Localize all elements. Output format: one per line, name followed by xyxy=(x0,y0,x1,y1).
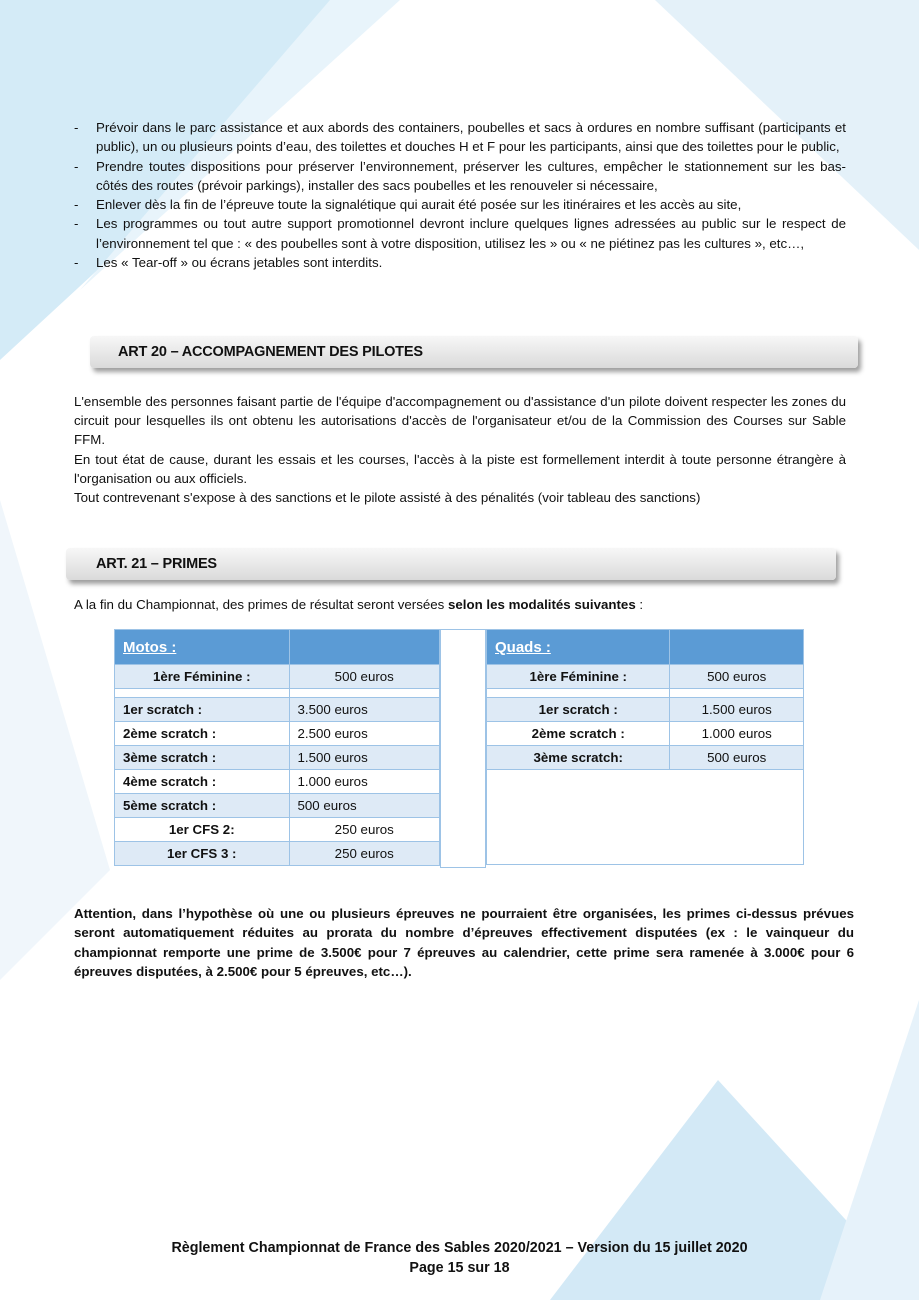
footer-document-title: Règlement Championnat de France des Sables 2020/2021 – Version du 15 juillet 2020 xyxy=(171,1240,748,1256)
table-row: 1er scratch : 3.500 euros xyxy=(115,698,440,722)
motos-title: Motos : xyxy=(123,638,177,656)
table-row: 1er CFS 3 : 250 euros xyxy=(115,842,440,866)
table-row: 5ème scratch : 500 euros xyxy=(115,794,440,818)
table-empty-area xyxy=(487,770,804,865)
table-row: 1ère Féminine : 500 euros xyxy=(115,665,440,689)
table-header-row xyxy=(115,630,440,665)
motos-prime-table xyxy=(114,629,440,866)
table-header-row xyxy=(487,630,804,665)
quads-title: Quads : xyxy=(495,638,551,656)
list-item: - Les « Tear-off » ou écrans jetables sont interdits. xyxy=(74,255,383,271)
table-row: 2ème scratch : 1.000 euros xyxy=(487,722,804,746)
art21-intro: A la fin du Championnat, des primes de résultat seront versées selon les modalités suivantes : xyxy=(74,597,644,612)
prime-warning-note: Attention, dans l’hypothèse où une ou plusieurs épreuves ne pourraient être organisées, les primes ci-dessus prévues seront automatiquement réduites au prorata du nombre d’épreuves effectivement disputées (ex : le vainqueur du championnat remporte une prime de 3.500€ pour 7 épreuves au calendrier, cette prime sera ramenée à 3.000€ pour 6 épreuves disputées, à 2.500€ pour 5 épreuves, etc…). xyxy=(74,906,854,979)
environment-bullet-list xyxy=(74,118,846,272)
art20-paragraph: En tout état de cause, durant les essais et les courses, l'accès à la piste est formellement interdit à toute personne étrangère à l'organisation ou aux officiels. xyxy=(74,451,846,486)
table-row: 2ème scratch : 2.500 euros xyxy=(115,722,440,746)
footer-page-number: Page 15 sur 18 xyxy=(409,1260,510,1276)
art20-body xyxy=(74,392,846,507)
list-item: - Prendre toutes dispositions pour préserver l’environnement, préserver les cultures, empêcher le stationnement sur les bas-côtés des routes (prévoir parkings), installer des sacs poubelles et les renouveler si nécessaire, xyxy=(74,158,846,193)
page-footer xyxy=(0,1238,919,1278)
art21-heading xyxy=(66,548,836,580)
art20-paragraph: Tout contrevenant s'expose à des sanctions et le pilote assisté à des pénalités (voir tableau des sanctions) xyxy=(74,490,701,506)
table-row: 3ème scratch : 1.500 euros xyxy=(115,746,440,770)
art21-title: ART. 21 – PRIMES xyxy=(96,556,217,572)
quads-prime-table xyxy=(486,629,804,865)
table-row: 1ère Féminine : 500 euros xyxy=(487,665,804,689)
table-row: 4ème scratch : 1.000 euros xyxy=(115,770,440,794)
list-item: - Prévoir dans le parc assistance et aux abords des containers, poubelles et sacs à ordures en nombre suffisant (participants et public), un ou plusieurs points d’eau, des toilettes et douches H et F pour les participants, ainsi que des toilettes pour le public, xyxy=(74,120,846,155)
art20-heading xyxy=(90,336,858,368)
art20-title: ART 20 – ACCOMPAGNEMENT DES PILOTES xyxy=(118,344,423,360)
table-row: 3ème scratch: 500 euros xyxy=(487,746,804,770)
art20-paragraph: L'ensemble des personnes faisant partie de l'équipe d'accompagnement ou d'assistance d'un pilote doivent respecter les zones du circuit pour lesquelles ils ont obtenu les autorisations d'accès de l'organisateur et/ou de la Commission des Courses sur Sable FFM. xyxy=(74,394,846,448)
list-item: - Les programmes ou tout autre support promotionnel devront inclure quelques lignes adressées au public sur le respect de l’environnement tel que : « des poubelles sont à votre disposition, utilisez les » ou « ne piétinez pas les cultures », etc…, xyxy=(74,216,846,251)
table-row: 1er CFS 2: 250 euros xyxy=(115,818,440,842)
table-row: 1er scratch : 1.500 euros xyxy=(487,698,804,722)
table-gap-column xyxy=(440,629,486,868)
list-item: - Enlever dès la fin de l’épreuve toute la signalétique qui aurait été posée sur les itinéraires et les accès au site, xyxy=(74,197,742,213)
